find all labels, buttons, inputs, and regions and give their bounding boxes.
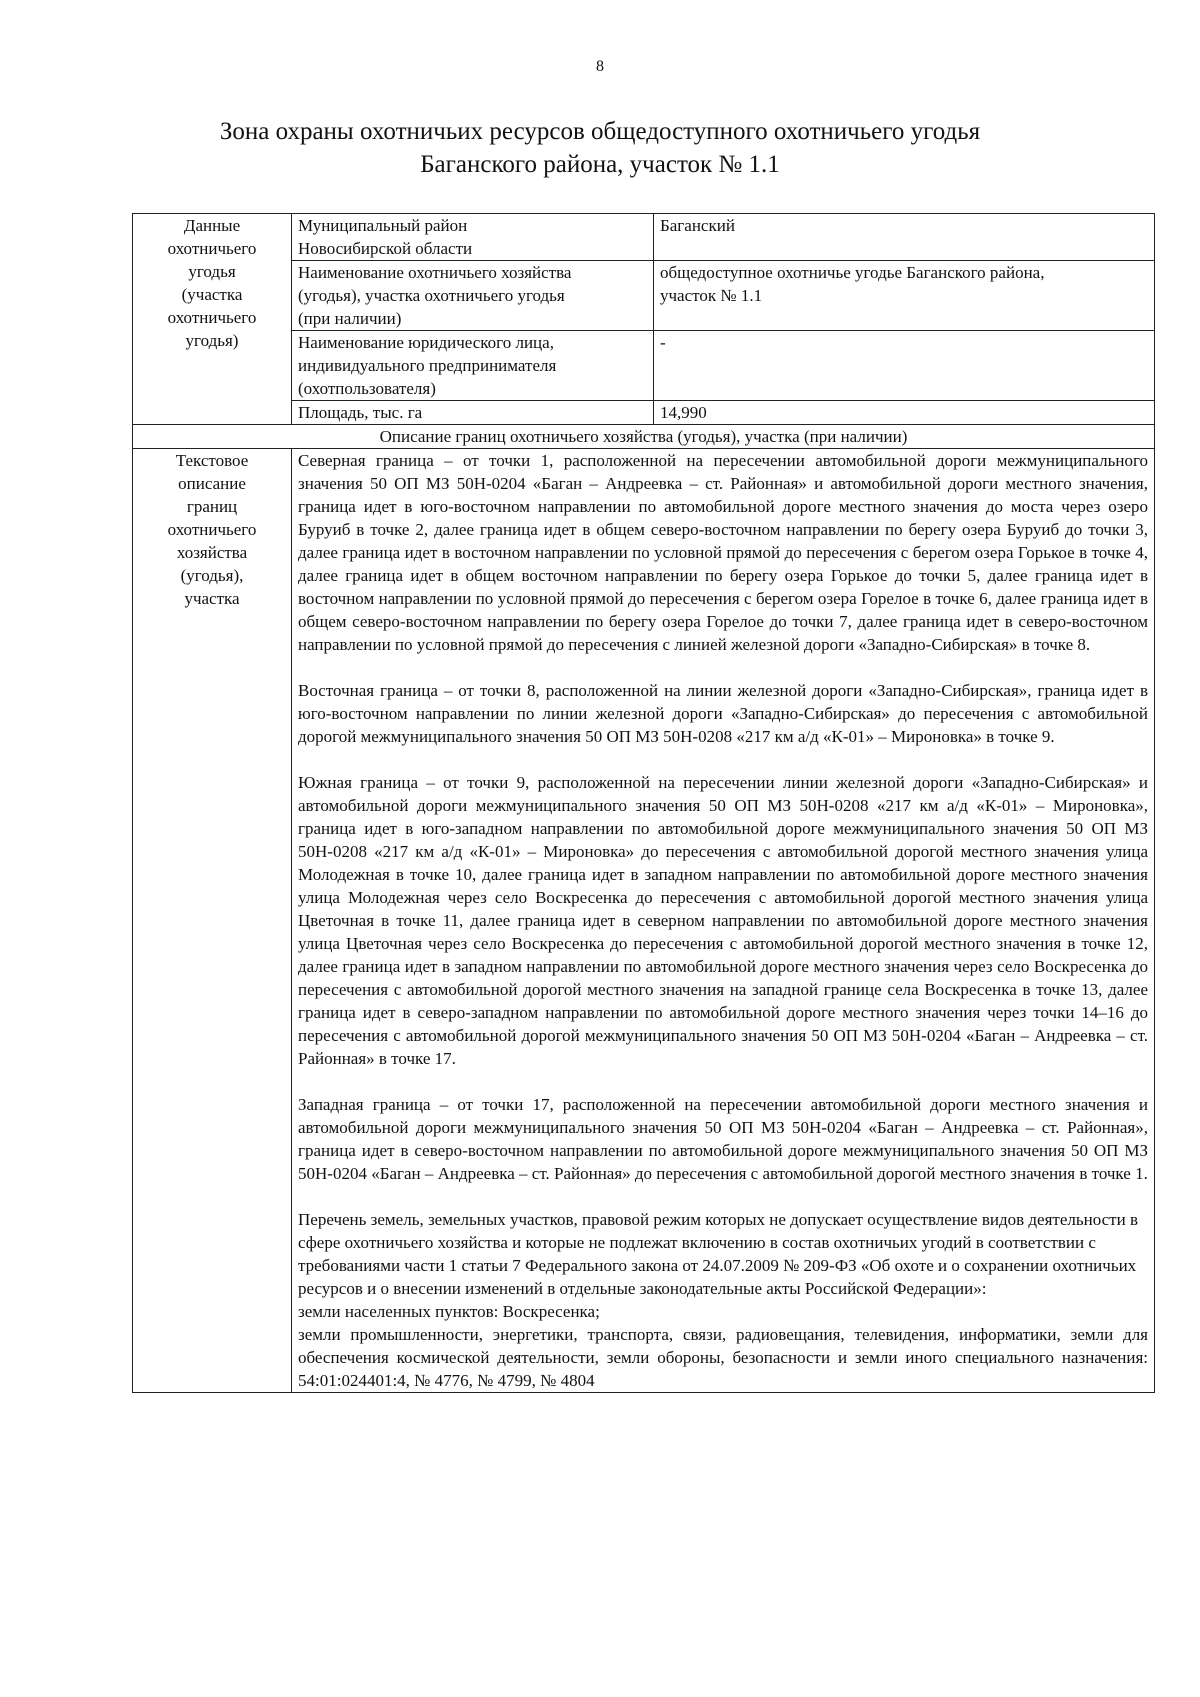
legal-entity-value: - bbox=[654, 331, 1155, 401]
legal-entity-label: Наименование юридического лица, индивидуального предпринимателя (охотпользователя) bbox=[292, 331, 654, 401]
west-boundary-paragraph: Западная граница – от точки 17, расположенной на пересечении автомобильной дороги местного значения и автомобильной дороги межмуниципального значения 50 ОП МЗ 50Н-0204 «Баган – Андреевка – ст. Районная», граница идет в северо-восточном направлении по автомобильной дороге межмуниципального значения 50 ОП МЗ 50Н-0204 «Баган – Андреевка – ст. Районная» до пересечения с автомобильной дорогой местного значения в точке 1. bbox=[298, 1095, 1148, 1183]
text-description-label: Текстовое описание границ охотничьего хозяйства (угодья), участка bbox=[133, 449, 292, 1393]
east-boundary-paragraph: Восточная граница – от точки 8, расположенной на линии железной дороги «Западно-Сибирская», граница идет в юго-восточном направлении по линии железной дороги «Западно-Сибирская» до пересечения с автомобильной дорогой межмуниципального значения 50 ОП МЗ 50Н-0208 «217 км а/д «К-01» – Мироновка» в точке 9. bbox=[298, 681, 1148, 746]
exclusions-block bbox=[298, 1208, 1148, 1392]
page-number: 8 bbox=[596, 58, 604, 75]
hunting-zone-table bbox=[132, 213, 1155, 1393]
document-title bbox=[120, 115, 1080, 181]
hunting-data-section-label: Данные охотничьего угодья (участка охотничьего угодья) bbox=[133, 214, 292, 425]
table-row bbox=[133, 449, 1155, 1393]
boundary-description bbox=[292, 449, 1155, 1393]
exclusion-item: земли населенных пунктов: Воскресенка; bbox=[298, 1302, 600, 1321]
document-title-line-1: Зона охраны охотничьих ресурсов общедоступного охотничьего угодья bbox=[219, 118, 981, 145]
hunting-ground-name-label: Наименование охотничьего хозяйства (угодья), участка охотничьего угодья (при наличии) bbox=[292, 261, 654, 331]
municipal-district-label: Муниципальный район Новосибирской области bbox=[292, 214, 654, 261]
municipal-district-value: Баганский bbox=[654, 214, 1155, 261]
document-title-line-2: Баганского района, участок № 1.1 bbox=[420, 151, 780, 178]
table-row bbox=[133, 214, 1155, 261]
hunting-ground-name-value: общедоступное охотничье угодье Баганского района, участок № 1.1 bbox=[654, 261, 1155, 331]
north-boundary-paragraph: Северная граница – от точки 1, расположенной на пересечении автомобильной дороги межмуниципального значения 50 ОП МЗ 50Н-0204 «Баган – Андреевка – ст. Районная» и автомобильной дороги местного значения, граница идет в юго-восточном направлении по автомобильной дороге местного значения до моста через озеро Буруиб в точке 2, далее граница идет в общем северо-восточном направлении по берегу озера Буруиб до точки 3, далее граница идет в восточном направлении по условной прямой до пересечения с берегом озера Горькое в точке 4, далее граница идет в общем восточном направлении по берегу озера Горькое до точки 5, далее граница идет в восточном направлении по условной прямой до пересечения с берегом озера Горелое в точке 6, далее граница идет в общем северо-восточном направлении по берегу озера Горелое до точки 7, далее граница идет в северо-восточном направлении по условной прямой до пересечения с линией железной дороги «Западно-Сибирская» в точке 8. bbox=[298, 451, 1148, 654]
south-boundary-paragraph: Южная граница – от точки 9, расположенной на пересечении линии железной дороги «Западно-Сибирская» и автомобильной дороги межмуниципального значения 50 ОП МЗ 50Н-0208 «217 км а/д «К-01» – Мироновка», граница идет в юго-западном направлении по автомобильной дороге межмуниципального значения 50 ОП МЗ 50Н-0208 «217 км а/д «К-01» – Мироновка» до пересечения с автомобильной дорогой местного значения улица Молодежная в точке 10, далее граница идет в западном направлении по автомобильной дороге местного значения улица Молодежная через село Воскресенка до пересечения с автомобильной дорогой местного значения улица Цветочная в точке 11, далее граница идет в северном направлении по автомобильной дороге местного значения улица Цветочная через село Воскресенка до пересечения с автомобильной дорогой местного значения в точке 12, далее граница идет в западном направлении по автомобильной дороге местного значения через село Воскресенка до пересечения с автомобильной дорогой местного значения на западной границе села Воскресенка в точке 13, далее граница идет в северо-западном направлении по автомобильной дороге местного значения через точки 14–16 до пересечения с автомобильной дорогой межмуниципального значения 50 ОП МЗ 50Н-0204 «Баган – Андреевка – ст. Районная» в точке 17. bbox=[298, 773, 1148, 1068]
boundaries-header: Описание границ охотничьего хозяйства (угодья), участка (при наличии) bbox=[133, 425, 1155, 449]
exclusions-intro: Перечень земель, земельных участков, правовой режим которых не допускает осуществление видов деятельности в сфере охотничьего хозяйства и которые не подлежат включению в состав охотничьих угодий в соответствии с требованиями части 1 статьи 7 Федерального закона от 24.07.2009 № 209-ФЗ «Об охоте и о сохранении охотничьих ресурсов и о внесении изменений в отдельные законодательные акты Российской Федерации»: bbox=[298, 1210, 1138, 1298]
area-label: Площадь, тыс. га bbox=[292, 401, 654, 425]
table-row bbox=[133, 425, 1155, 449]
exclusion-item: земли промышленности, энергетики, транспорта, связи, радиовещания, телевидения, информатики, земли для обеспечения космической деятельности, земли обороны, безопасности и земли иного специального назначения: 54:01:024401:4, № 4776, № 4799, № 4804 bbox=[298, 1325, 1148, 1390]
area-value: 14,990 bbox=[654, 401, 1155, 425]
